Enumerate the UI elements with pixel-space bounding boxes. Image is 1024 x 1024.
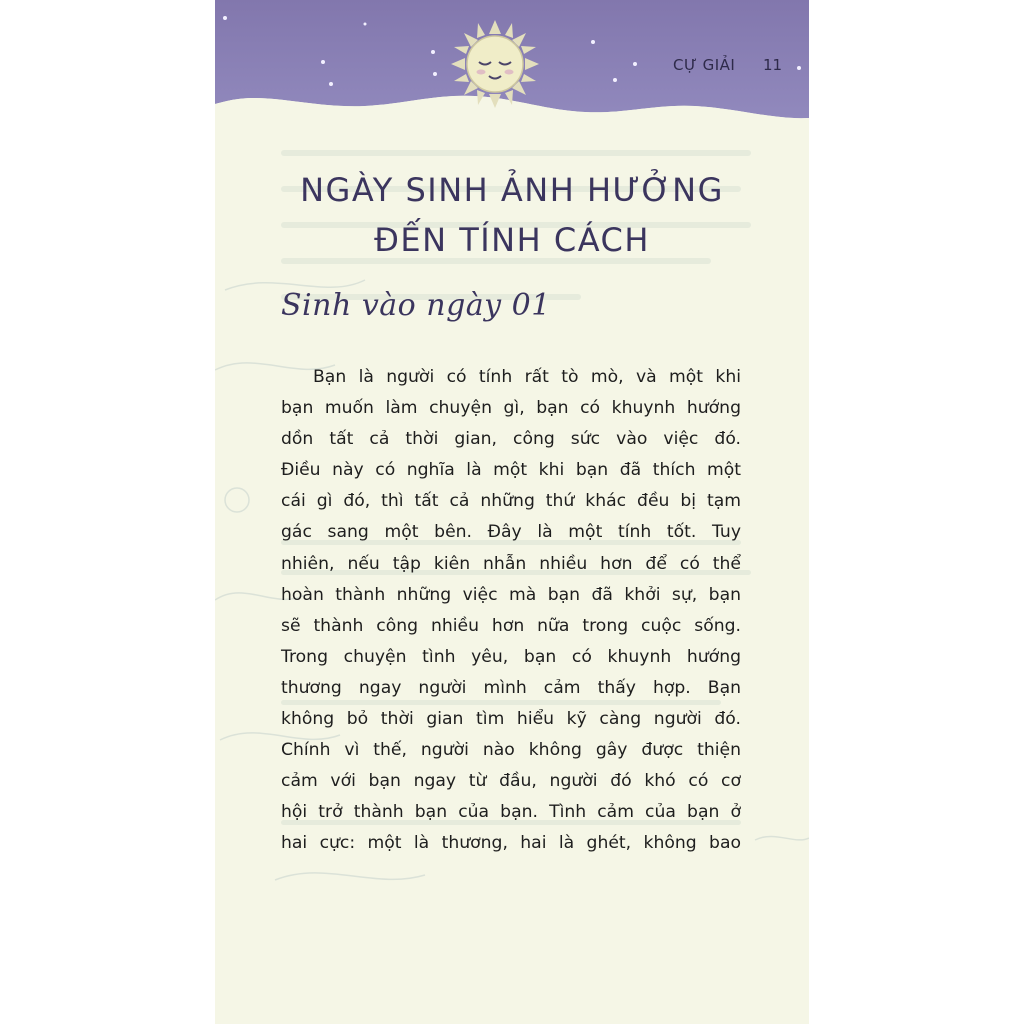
body-line: thương ngay người mình cảm thấy hợp. Bạn xyxy=(281,677,741,698)
body-line: bạn muốn làm chuyện gì, bạn có khuynh hướng xyxy=(281,398,741,419)
section-heading: Sinh vào ngày 01 xyxy=(281,288,551,323)
page-header-band xyxy=(215,0,809,140)
chapter-title-line-2: ĐẾN TÍNH CÁCH xyxy=(374,221,650,259)
chapter-title xyxy=(215,165,809,265)
body-line: Chính vì thế, người nào không gây được thiện xyxy=(281,740,741,761)
body-line: không bỏ thời gian tìm hiểu kỹ càng người đó. xyxy=(281,709,741,730)
body-line: hai cực: một là thương, hai là ghét, không bao xyxy=(281,833,741,854)
running-title: CỰ GIẢI xyxy=(673,56,736,74)
body-line: dồn tất cả thời gian, công sức vào việc đó. xyxy=(281,429,741,450)
body-line: cảm với bạn ngay từ đầu, người đó khó có cơ xyxy=(281,771,741,792)
body-line: Trong chuyện tình yêu, bạn có khuynh hướng xyxy=(281,646,741,667)
body-paragraph xyxy=(281,362,741,860)
body-line: Điều này có nghĩa là một khi bạn đã thích một xyxy=(281,460,741,481)
body-line: gác sang một bên. Đây là một tính tốt. Tuy xyxy=(281,522,741,543)
chapter-title-line-1: NGÀY SINH ẢNH HƯỞNG xyxy=(300,171,724,209)
body-line: cái gì đó, thì tất cả những thứ khác đều bị tạm xyxy=(281,491,741,512)
body-line: Bạn là người có tính rất tò mò, và một khi xyxy=(313,367,741,387)
page-number: 11 xyxy=(763,56,783,74)
sleeping-sun-icon xyxy=(451,20,539,108)
body-line: hoàn thành những việc mà bạn đã khởi sự, bạn xyxy=(281,584,741,605)
body-line: hội trở thành bạn của bạn. Tình cảm của bạn ở xyxy=(281,802,741,823)
body-line: sẽ thành công nhiều hơn nữa trong cuộc sống. xyxy=(281,615,741,636)
book-page xyxy=(215,0,809,1024)
body-line: nhiên, nếu tập kiên nhẫn nhiều hơn để có thể xyxy=(281,553,741,574)
